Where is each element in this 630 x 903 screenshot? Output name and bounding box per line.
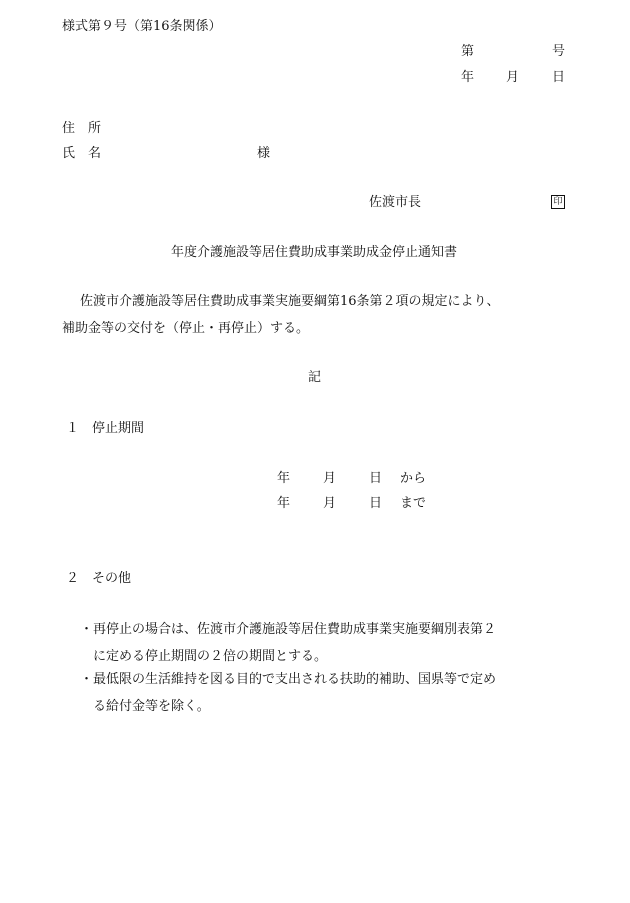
- sender-title: 佐渡市長: [369, 195, 422, 210]
- address-label: 住 所: [62, 121, 102, 136]
- honorific: 様: [257, 146, 271, 161]
- date-year: 年: [461, 70, 475, 85]
- form-number: 様式第９号（第16条関係）: [62, 19, 222, 34]
- seal-icon: 印: [551, 195, 565, 209]
- section-1-heading: １ 停止期間: [66, 421, 145, 436]
- seal-mark: [551, 195, 565, 209]
- document-title: 年度介護施設等居住費助成事業助成金停止通知書: [171, 245, 458, 260]
- other-note-2-line-2: る給付金等を除く。: [93, 699, 210, 714]
- other-note-2: [80, 666, 496, 720]
- date-day: 日: [552, 70, 566, 85]
- body-line-2: 補助金等の交付を（停止・再停止）する。: [62, 321, 310, 336]
- period-from-suffix: から: [400, 471, 427, 486]
- other-note-1-line-2: に定める停止期間の２倍の期間とする。: [93, 649, 328, 664]
- body-paragraph: [62, 288, 500, 342]
- other-note-2-line-1: ・最低限の生活維持を図る目的で支出される扶助的補助、国県等で定め: [80, 672, 497, 687]
- period-from-year: 年: [277, 471, 291, 486]
- period-to-suffix: まで: [400, 496, 427, 511]
- ki-mark: 記: [308, 370, 322, 385]
- period-to-month: 月: [323, 496, 337, 511]
- period-from-day: 日: [369, 471, 383, 486]
- other-note-1: [80, 616, 496, 670]
- other-note-1-line-1: ・再停止の場合は、佐渡市介護施設等居住費助成事業実施要綱別表第２: [80, 622, 497, 637]
- name-label: 氏 名: [62, 146, 102, 161]
- section-2-heading: ２ その他: [66, 571, 132, 586]
- document-number-suffix: 号: [552, 44, 566, 59]
- period-from-month: 月: [323, 471, 337, 486]
- body-line-1: 佐渡市介護施設等居住費助成事業実施要綱第16条第２項の規定により、: [80, 294, 500, 309]
- period-to-year: 年: [277, 496, 291, 511]
- document-number-prefix: 第: [461, 44, 475, 59]
- date-month: 月: [506, 70, 520, 85]
- period-to-day: 日: [369, 496, 383, 511]
